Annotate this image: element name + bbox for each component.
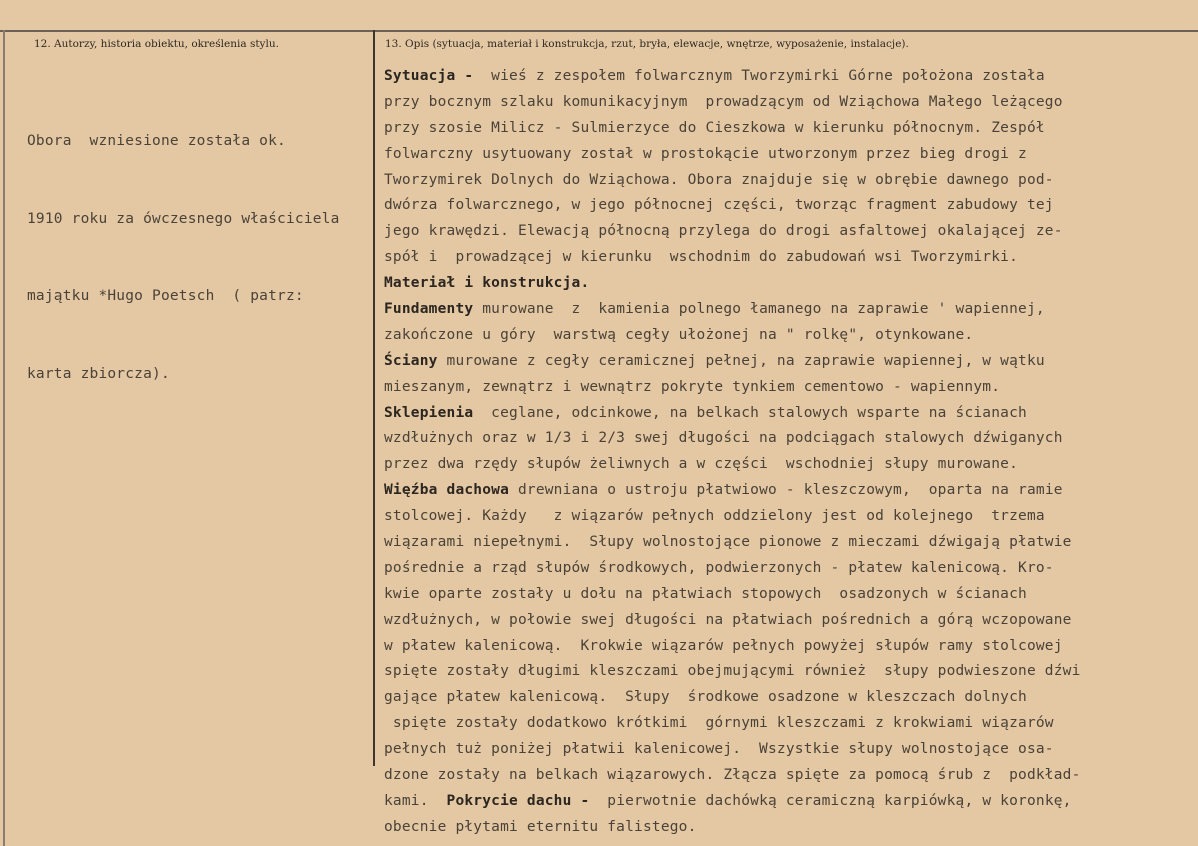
text-line — [384, 711, 1081, 737]
text-line — [384, 556, 1081, 582]
line-text: jego krawędzi. Elewacją północną przylega do drogi asfaltowej okalającej ze- — [384, 223, 1063, 240]
text-line: 1910 roku za ówczesnego właściciela — [27, 210, 340, 227]
line-text: folwarczny usytuowany został w prostokącie utworzonym przez bieg drogi z — [384, 145, 1027, 162]
line-text: wzdłużnych, w połowie swej długości na płatwiach pośrednich a górą wczopowane — [384, 611, 1072, 628]
section-13-heading: 13. Opis (sytuacja, materiał i konstrukcja, rzut, bryła, elewacje, wnętrze, wyposażenie, instalacje). — [385, 38, 909, 50]
text-line — [384, 634, 1081, 660]
text-line — [384, 504, 1081, 530]
text-line — [384, 737, 1081, 763]
text-line — [384, 815, 1081, 841]
line-text: pośrednie a rząd słupów środkowych, podwierzonych - płatew kalenicową. Kro- — [384, 559, 1054, 576]
text-line: majątku *Hugo Poetsch ( patrz: — [27, 288, 304, 305]
line-text: pierwotnie dachówką ceramiczną karpiówką, w koronkę, — [589, 792, 1072, 809]
text-line — [384, 245, 1081, 271]
line-text: kami. — [384, 792, 447, 809]
line-text: dzone zostały na belkach wiązarowych. Złącza spięte za pomocą śrub z podkład- — [384, 767, 1081, 784]
line-text: wieś z zespołem folwarcznym Tworzymirki Górne położona została — [473, 68, 1045, 84]
text-line — [384, 659, 1081, 685]
bold-subheading: Sklepienia — [384, 404, 474, 421]
line-text: murowane z kamienia polnego łamanego na zaprawie ' wapiennej, — [473, 301, 1045, 318]
line-text: dwórza folwarcznego, w jego północnej części, tworząc fragment zabudowy tej — [384, 197, 1054, 214]
left-edge-rule — [3, 30, 5, 846]
text-line — [384, 142, 1081, 168]
bold-subheading: Sytuacja - — [384, 68, 474, 84]
bold-subheading: Ściany — [384, 352, 438, 369]
bold-subheading: Więźba dachowa — [384, 482, 510, 499]
line-text: spięte zostały dodatkowo krótkimi górnymi kleszczami z krokwiami wiązarów — [384, 715, 1054, 732]
section-12-text — [27, 77, 340, 440]
text-line — [384, 685, 1081, 711]
text-line — [384, 530, 1081, 556]
line-text: ceglane, odcinkowe, na belkach stalowych wsparte na ścianach — [473, 404, 1027, 421]
bold-subheading: Materiał i konstrukcja. — [384, 275, 590, 292]
line-text: przy szosie Milicz - Sulmierzyce do Cieszkowa w kierunku północnym. Zespół — [384, 119, 1045, 136]
text-line — [384, 323, 1081, 349]
bold-subheading: Pokrycie dachu - — [446, 792, 590, 809]
line-text: w płatew kalenicową. Krokwie wiązarów pełnych powyżej słupów ramy stolcowej — [384, 637, 1063, 654]
line-text: spół i prowadzącej w kierunku wschodnim do zabudowań wsi Tworzymirki. — [384, 249, 1019, 266]
line-text: wzdłużnych oraz w 1/3 i 2/3 swej długości na podciągach stalowych dźwiganych — [384, 430, 1063, 447]
line-text: wiązarami niepełnymi. Słupy wolnostojące pionowe z mieczami dźwigają płatwie — [384, 534, 1072, 551]
line-text: gające płatew kalenicową. Słupy środkowe osadzone w kleszczach dolnych — [384, 689, 1027, 706]
section-12-heading: 12. Autorzy, historia obiektu, określenia stylu. — [34, 38, 279, 50]
line-text: pełnych tuż poniżej płatwii kalenicowej. Wszystkie słupy wolnostojące osa- — [384, 741, 1054, 758]
line-text: spięte zostały długimi kleszczami obejmującymi również słupy podwieszone dźwi — [384, 663, 1081, 680]
text-line — [384, 219, 1081, 245]
text-line — [384, 64, 1081, 90]
section-13-text — [384, 64, 1081, 841]
text-line — [384, 401, 1081, 427]
text-line — [384, 608, 1081, 634]
text-line — [384, 168, 1081, 194]
text-line — [384, 349, 1081, 375]
top-rule — [0, 30, 1198, 32]
line-text: kwie oparte zostały u dołu na płatwiach stopowych osadzonych w ścianach — [384, 585, 1027, 602]
column-divider — [373, 30, 375, 766]
text-line: Obora wzniesione została ok. — [27, 132, 286, 149]
text-line — [384, 582, 1081, 608]
text-line — [384, 193, 1081, 219]
line-text: drewniana o ustroju płatwiowo - kleszczowym, oparta na ramie — [509, 482, 1063, 499]
text-line — [384, 271, 1081, 297]
line-text: zakończone u góry warstwą cegły ułożonej na " rolkę", otynkowane. — [384, 326, 974, 343]
text-line — [384, 452, 1081, 478]
text-line — [384, 789, 1081, 815]
line-text: obecnie płytami eternitu falistego. — [384, 818, 697, 835]
line-text: przy bocznym szlaku komunikacyjnym prowadzącym od Wziąchowa Małego leżącego — [384, 93, 1063, 110]
line-text: przez dwa rzędy słupów żeliwnych a w części wschodniej słupy murowane. — [384, 456, 1019, 473]
text-line: karta zbiorcza). — [27, 365, 170, 382]
line-text: stolcowej. Każdy z wiązarów pełnych oddzielony jest od kolejnego trzema — [384, 508, 1045, 525]
bold-subheading: Fundamenty — [384, 301, 474, 318]
text-line — [384, 116, 1081, 142]
line-text: murowane z cegły ceramicznej pełnej, na zaprawie wapiennej, w wątku — [437, 352, 1045, 369]
text-line — [384, 297, 1081, 323]
text-line — [384, 763, 1081, 789]
text-line — [384, 426, 1081, 452]
text-line — [384, 375, 1081, 401]
line-text: Tworzymirek Dolnych do Wziąchowa. Obora znajduje się w obrębie dawnego pod- — [384, 171, 1054, 188]
text-line — [384, 478, 1081, 504]
text-line — [384, 90, 1081, 116]
line-text: mieszanym, zewnątrz i wewnątrz pokryte tynkiem cementowo - wapiennym. — [384, 378, 1001, 395]
